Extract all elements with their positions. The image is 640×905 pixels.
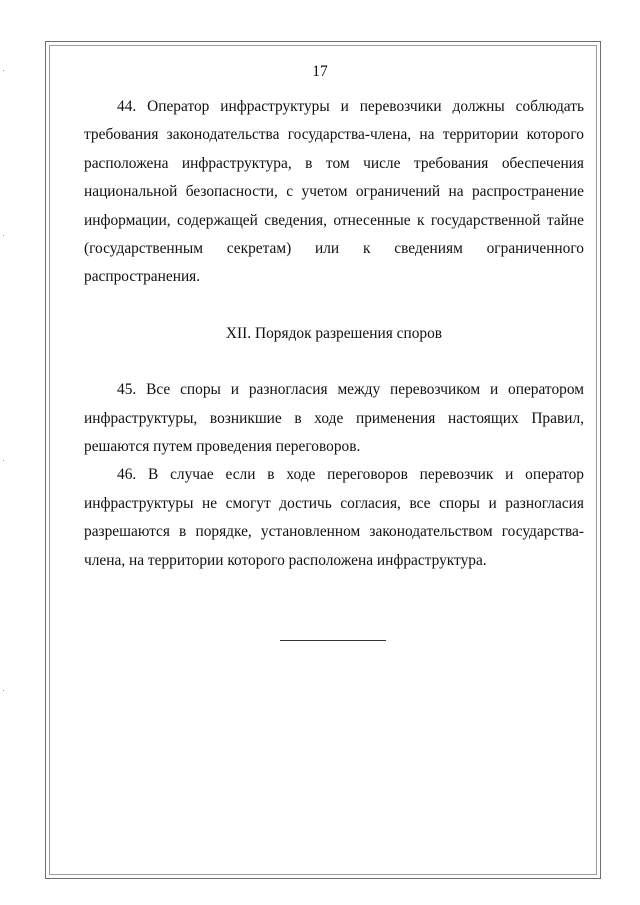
scan-edge-mark — [3, 690, 4, 691]
scan-edge-mark — [3, 235, 4, 236]
paragraph-45: 45. Все споры и разногласия между перевозчиком и оператором инфраструктуры, возникшие в ходе применения настоящих Правил, решаются путем проведения переговоров. — [84, 381, 584, 456]
page-number: 17 — [312, 63, 328, 80]
end-of-text-rule — [280, 640, 386, 641]
paragraph-44: 44. Оператор инфраструктуры и перевозчики должны соблюдать требования законодательства государства-члена, на территории которого расположена инфраструктура, в том числе требования обеспечения национальной безопасности, с учетом ограничений на распространение информации, содержащей сведения, отнесенные к государственной тайне (государственным секретам) или к сведениям ограниченного распространения. — [84, 98, 584, 286]
scan-edge-mark — [3, 460, 4, 461]
paragraph-46: 46. В случае если в ходе переговоров перевозчик и оператор инфраструктуры не смогут достичь согласия, все споры и разногласия разрешаются в порядке, установленном законодательством государства-члена, на территории которого расположена инфраструктура. — [84, 466, 584, 569]
document-body — [84, 93, 584, 575]
section-heading-xii: XII. Порядок разрешения споров — [225, 324, 443, 342]
